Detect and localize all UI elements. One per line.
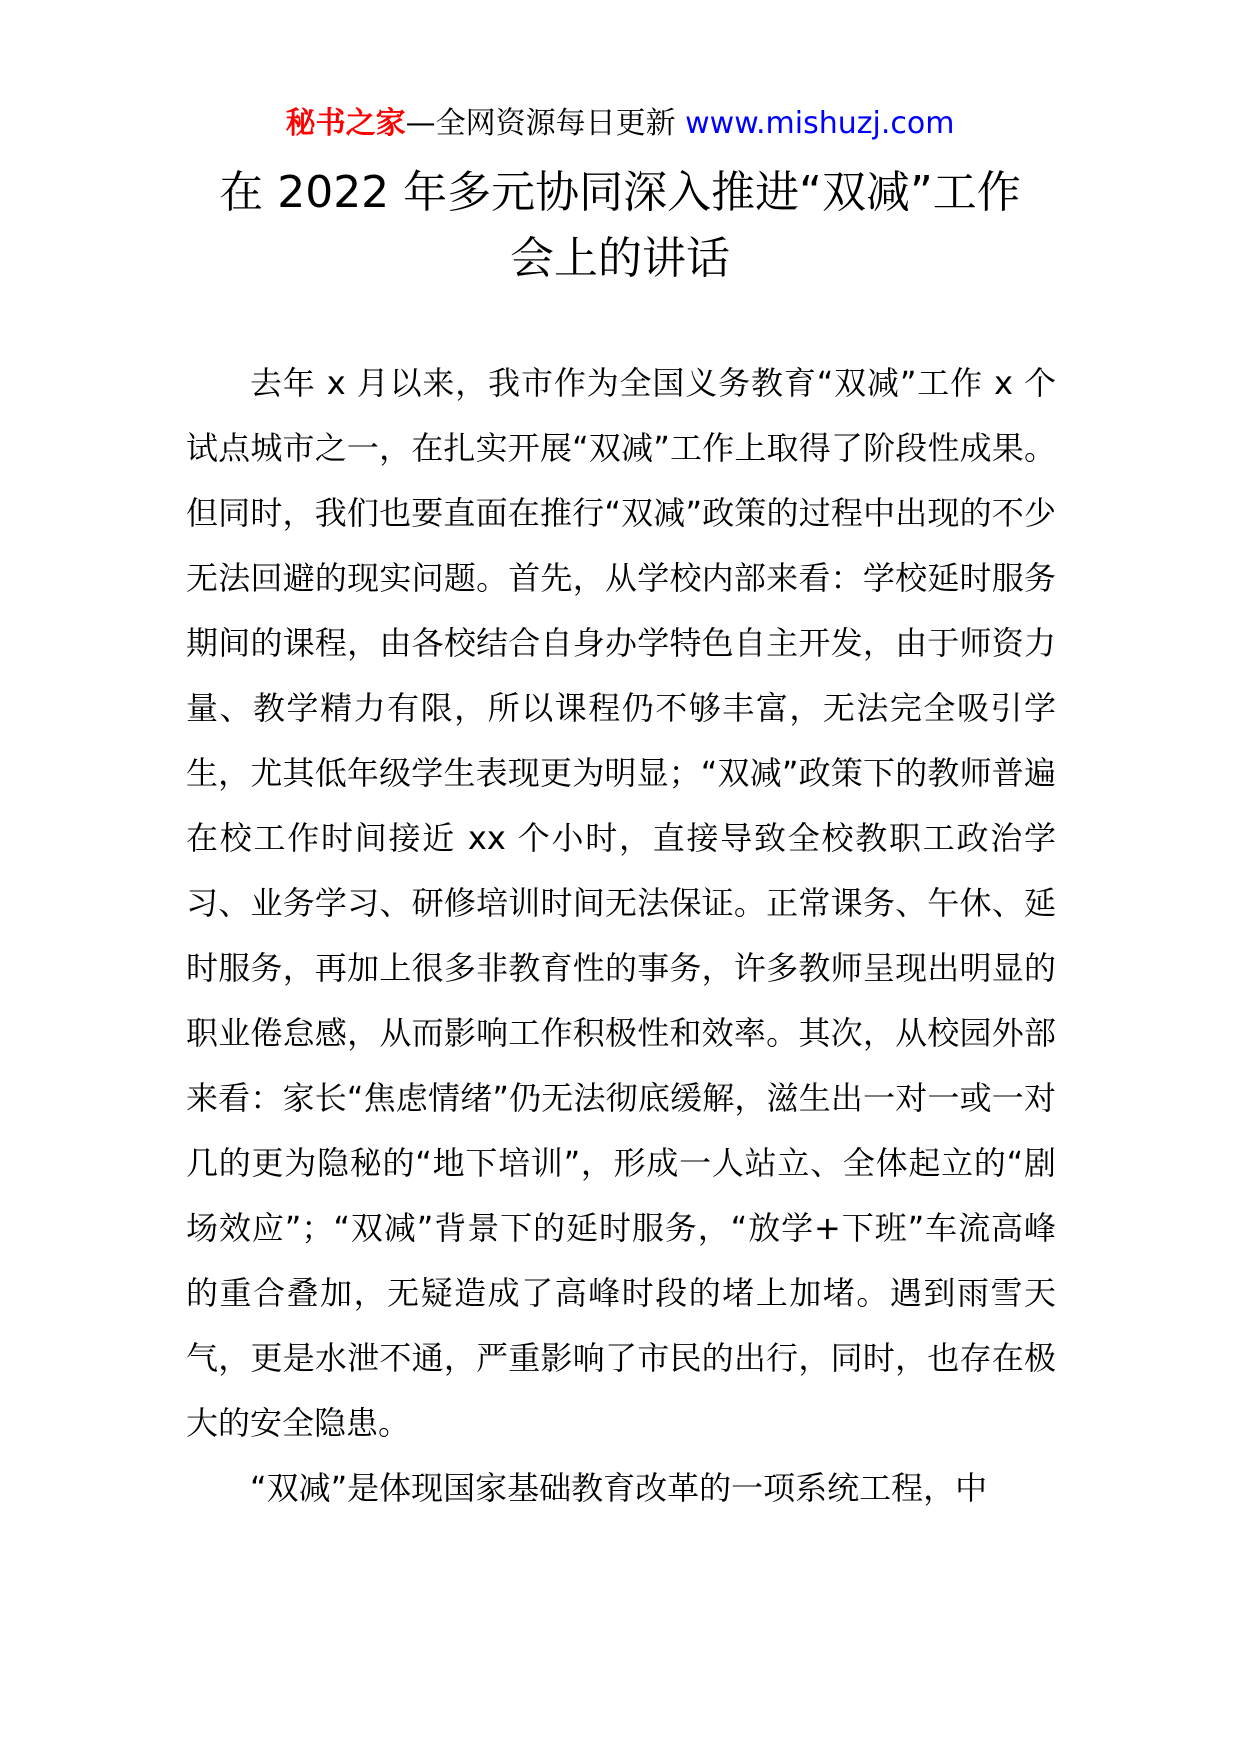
document-body bbox=[186, 351, 1056, 1521]
title-line-2: 会上的讲话 bbox=[510, 233, 730, 284]
site-url: www.mishuzj.com bbox=[685, 106, 955, 141]
title-line-1: 在 2022 年多元协同深入推进“双减”工作 bbox=[219, 167, 1021, 218]
body-paragraph: 去年 x 月以来，我市作为全国义务教育“双减”工作 x 个试点城市之一，在扎实开展“双减”工作上取得了阶段性成果。但同时，我们也要直面在推行“双减”政策的过程中出现的不少无法回避的现实问题。首先，从学校内部来看：学校延时服务期间的课程，由各校结合自身办学特色自主开发，由于师资力量、教学精力有限，所以课程仍不够丰富，无法完全吸引学生，尤其低年级学生表现更为明显；“双减”政策下的教师普遍在校工作时间接近 xx 个小时，直接导致全校教职工政治学习、业务学习、研修培训时间无法保证。正常课务、午休、延时服务，再加上很多非教育性的事务，许多教师呈现出明显的职业倦怠感，从而影响工作积极性和效率。其次，从校园外部来看：家长“焦虑情绪”仍无法彻底缓解，滋生出一对一或一对几的更为隐秘的“地下培训”，形成一人站立、全体起立的“剧场效应”；“双减”背景下的延时服务，“放学+下班”车流高峰的重合叠加，无疑造成了高峰时段的堵上加堵。遇到雨雪天气，更是水泄不通，严重影响了市民的出行，同时，也存在极大的安全隐患。 bbox=[186, 364, 1056, 1442]
watermark-header bbox=[0, 100, 1240, 148]
brand-name: 秘书之家 bbox=[285, 106, 406, 141]
body-paragraph: “双减”是体现国家基础教育改革的一项系统工程，中 bbox=[250, 1469, 988, 1507]
header-slogan: —全网资源每日更新 bbox=[405, 106, 676, 141]
document-title bbox=[150, 160, 1090, 292]
